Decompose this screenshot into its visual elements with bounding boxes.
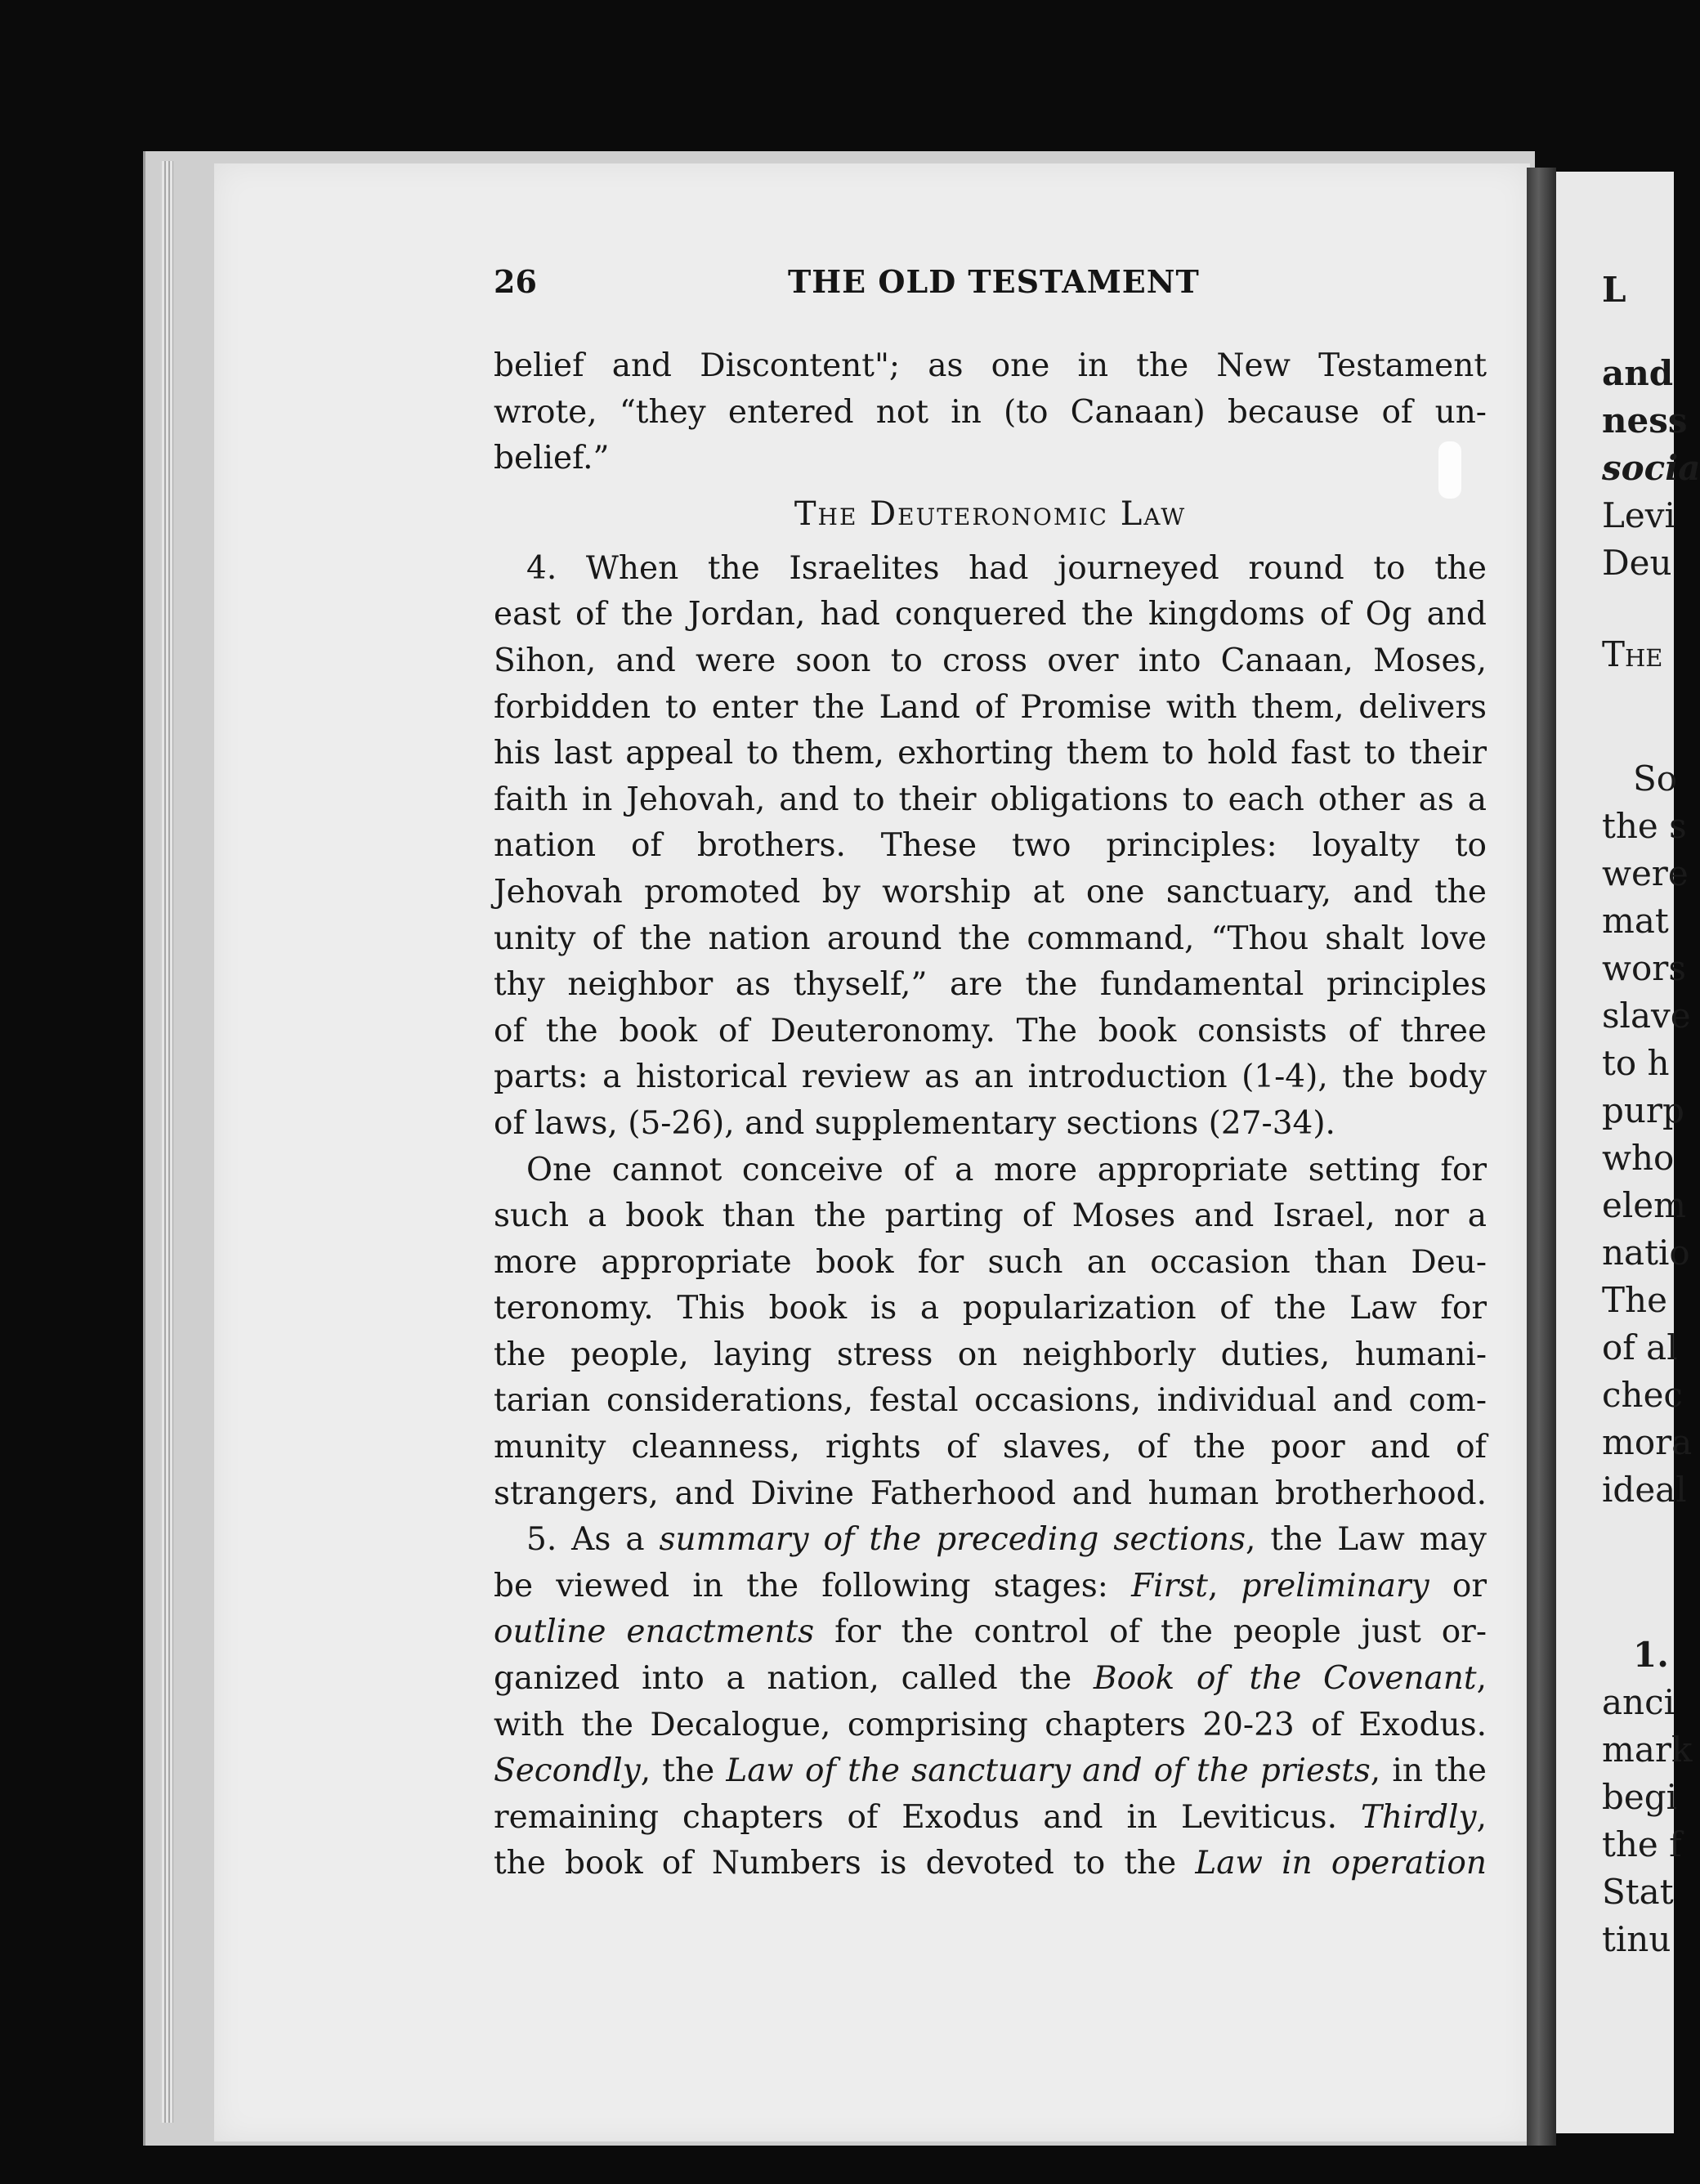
facing-line: of al [1602,1327,1678,1367]
book-gutter [1527,168,1556,2146]
text-line [494,1748,1487,1795]
text-line [494,1564,1487,1610]
text-line: wrote, “they entered not in (to Canaan) because of un- [494,393,1487,431]
text-line: thy neighbor as thyself,” are the fundamental principles [494,966,1487,1004]
text-line: of laws, (5-26), and supplementary sections (27-34). [494,1104,1335,1142]
facing-line: 1. [1633,1635,1669,1675]
text-line: munity cleanness, rights of slaves, of the poor and of [494,1429,1487,1466]
italic-run: Thirdly [1360,1798,1477,1836]
italic-run: preliminary [1241,1567,1429,1604]
italic-run: First [1131,1567,1208,1604]
text-line: faith in Jehovah, and to their obligations to each other as a [494,781,1487,818]
facing-running-head: L [1602,270,1626,310]
facing-line: to h [1602,1043,1670,1083]
text-line: the people, laying stress on neighborly duties, humani- [494,1336,1487,1373]
page-number: 26 [494,263,537,300]
text-line [494,1795,1487,1842]
body-text [494,343,1487,1887]
text-line [494,1517,1487,1564]
text-line [494,1609,1487,1656]
italic-run: outline enactments [494,1613,815,1651]
italic-run: Book of the Covenant [1093,1660,1477,1698]
italic-run: Secondly [494,1752,641,1790]
facing-line: begi [1602,1777,1678,1817]
text-run: remaining chapters of Exodus and in Leviticus. [494,1798,1361,1836]
text-line [494,1656,1487,1703]
facing-line: who [1602,1138,1675,1178]
text-run: or [1429,1567,1487,1604]
italic-run: Law in operation [1195,1845,1487,1882]
italic-run: Law of the sanctuary and of the priests [726,1752,1371,1790]
text-line: east of the Jordan, had conquered the kingdoms of Og and [494,596,1487,633]
text-line: unity of the nation around the command, “Thou shalt love [494,920,1487,957]
text-run: for the control of the people just or- [814,1613,1487,1651]
text-run: , [1476,1660,1487,1698]
facing-line: mat [1602,901,1669,941]
facing-line: the f [1602,1824,1682,1864]
facing-line: elem [1602,1185,1686,1225]
facing-line: were [1602,853,1689,893]
facing-line: the s [1602,806,1687,846]
text-line: more appropriate book for such an occasion than Deu- [494,1243,1487,1281]
facing-line: wors [1602,948,1686,988]
text-line: 4. When the Israelites had journeyed round to the [526,549,1487,587]
facing-line: Deu [1602,543,1672,583]
text-line: parts: a historical review as an introduction (1-4), the body [494,1058,1487,1096]
text-run: 5. As a [526,1521,660,1559]
facing-line: socia [1602,448,1700,488]
facing-line: purp [1602,1090,1684,1130]
facing-line: mora [1602,1422,1693,1462]
text-line: Sihon, and were soon to cross over into Canaan, Moses, [494,642,1487,679]
text-line [494,1841,1487,1887]
text-line: with the Decalogue, comprising chapters 20-23 of Exodus. [494,1706,1487,1743]
text-line: nation of brothers. These two principles: loyalty to [494,827,1487,865]
text-run: be viewed in the following stages: [494,1567,1132,1604]
facing-line: and [1602,353,1674,393]
facing-line: tinu [1602,1919,1671,1959]
facing-line: ideal [1602,1470,1687,1510]
text-run: , [1476,1798,1487,1836]
text-line: his last appeal to them, exhorting them to hold fast to their [494,735,1487,772]
text-line: strangers, and Divine Fatherhood and human brotherhood. [494,1475,1487,1512]
running-head [494,263,1487,304]
facing-line: slave [1602,996,1691,1036]
text-run: , [1207,1567,1241,1604]
facing-line: Levi [1602,495,1675,535]
facing-line: mark [1602,1730,1693,1770]
text-run: , in the [1370,1752,1487,1790]
facing-page-fragment [1556,172,1700,2133]
text-line: belief and Discontent"; as one in the New Testament [494,347,1487,384]
text-line: belief.” [494,440,610,477]
italic-run: summary of the preceding sections [659,1521,1246,1559]
facing-line: Stat [1602,1872,1674,1912]
running-head-title: THE OLD TESTAMENT [788,263,1200,300]
facing-line: ness [1602,401,1688,441]
text-run: , the [640,1752,727,1790]
text-line: of the book of Deuteronomy. The book consists of three [494,1012,1487,1049]
section-heading: The Deuteronomic Law [794,495,1187,533]
facing-line: The [1602,1280,1667,1320]
facing-line: So [1633,759,1678,799]
text-run: the book of Numbers is devoted to the [494,1845,1196,1882]
text-line: Jehovah promoted by worship at one sanctuary, and the [494,873,1487,911]
text-line: tarian considerations, festal occasions, individual and com- [494,1382,1487,1420]
text-line: teronomy. This book is a popularization of the Law for [494,1290,1487,1327]
text-line: such a book than the parting of Moses and Israel, nor a [494,1197,1487,1235]
text-run: ganized into a nation, called the [494,1660,1094,1698]
text-line: One cannot conceive of a more appropriate setting for [526,1151,1487,1188]
facing-heading: The [1602,634,1663,674]
facing-line: anci [1602,1682,1675,1722]
facing-line: chec [1602,1375,1683,1415]
facing-line: natio [1602,1233,1690,1273]
text-line: forbidden to enter the Land of Promise with them, delivers [494,688,1487,726]
text-run: , the Law may [1246,1521,1487,1559]
